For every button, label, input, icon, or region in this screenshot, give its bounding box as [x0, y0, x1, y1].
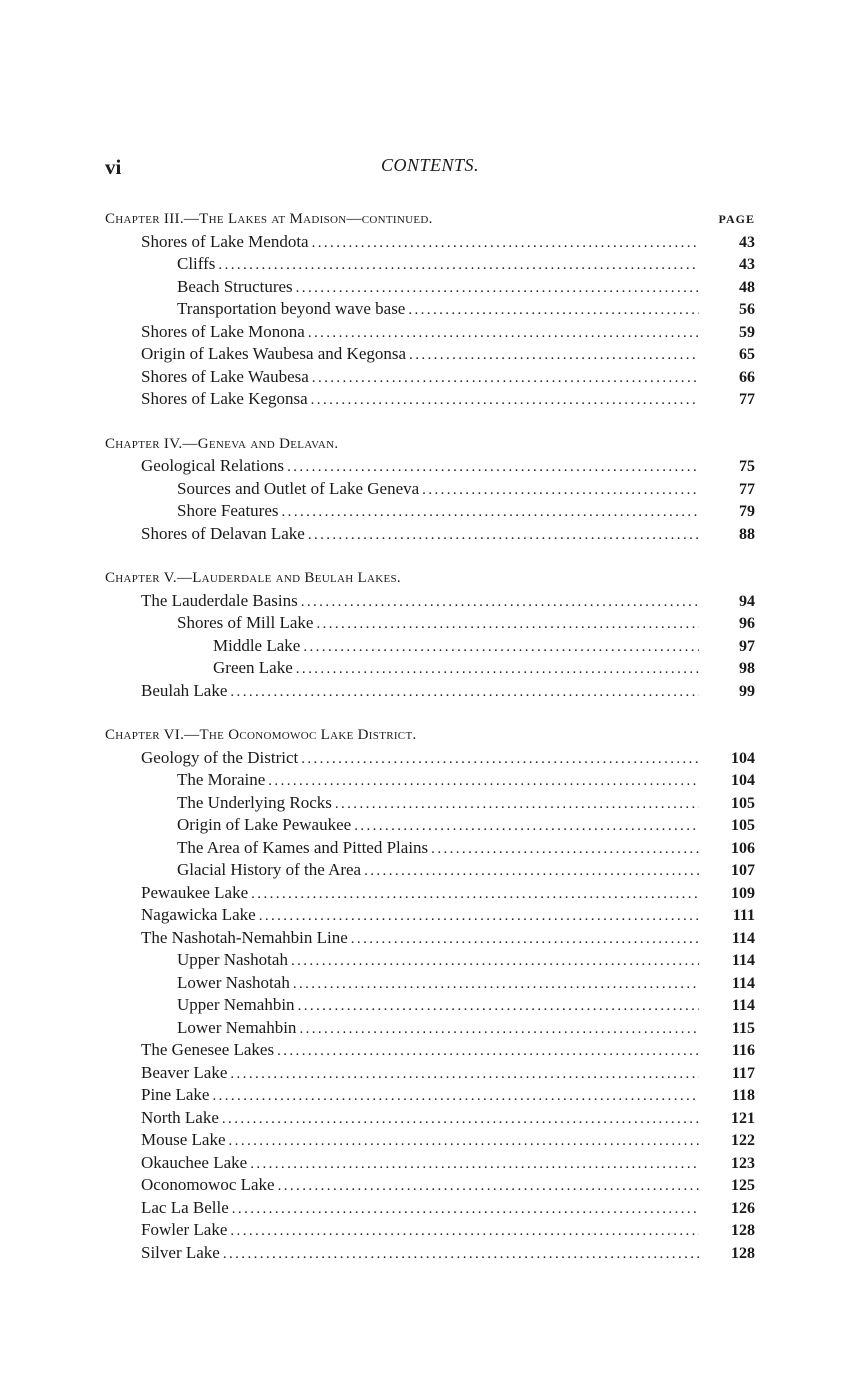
toc-entry — [105, 747, 755, 770]
dot-leader — [312, 232, 699, 255]
toc-entry — [105, 478, 755, 501]
dot-leader — [277, 1040, 699, 1063]
entry-title: The Nashotah-Nemahbin Line — [141, 927, 348, 947]
dot-leader — [431, 838, 699, 861]
page-number: vi — [105, 155, 122, 179]
entry-page-number: 56 — [739, 301, 755, 318]
toc-entry — [105, 1242, 755, 1265]
entry-page-number: 104 — [731, 772, 755, 789]
entry-title: Origin of Lake Pewaukee — [177, 815, 352, 834]
toc-entry — [105, 927, 755, 950]
entry-page-number: 109 — [731, 884, 755, 902]
dot-leader — [422, 479, 699, 502]
page-column-label: PAGE — [718, 212, 755, 226]
entry-title: Oconomowoc Lake — [141, 1175, 275, 1194]
entry-page-number: 66 — [739, 368, 755, 386]
entry-page-number: 121 — [731, 1109, 755, 1127]
toc-entry — [105, 814, 755, 837]
chapter-title: Chapter IV.—Geneva and Delavan. — [105, 435, 339, 452]
dot-leader — [230, 681, 699, 704]
dot-leader — [291, 950, 699, 973]
dot-leader — [212, 1085, 699, 1108]
toc-entry — [105, 523, 755, 546]
entry-page-number: 97 — [739, 637, 755, 655]
chapter-heading — [105, 724, 755, 747]
toc-entry — [105, 882, 755, 905]
entry-page-number: 43 — [739, 233, 755, 251]
dot-leader — [296, 658, 699, 681]
entry-title: Green Lake — [213, 658, 293, 677]
dot-leader — [301, 591, 699, 614]
entry-title: Nagawicka Lake — [141, 905, 256, 924]
toc-entry — [105, 366, 755, 389]
entry-page-number: 94 — [739, 592, 755, 610]
toc-entry — [105, 612, 755, 635]
entry-page-number: 117 — [731, 1064, 755, 1082]
entry-page-number: 104 — [731, 749, 755, 767]
entry-title: The Moraine — [177, 770, 266, 789]
entry-title: Shore Features — [177, 501, 279, 520]
chapter-heading — [105, 208, 755, 231]
toc-entry — [105, 972, 755, 995]
entry-title: Lower Nemahbin — [177, 1017, 297, 1037]
entry-title: Fowler Lake — [141, 1220, 228, 1239]
entry-page-number: 77 — [739, 391, 755, 408]
toc-entry — [105, 994, 755, 1017]
toc-entry — [105, 343, 755, 366]
entry-page-number: 126 — [731, 1199, 755, 1217]
dot-leader — [301, 748, 699, 771]
dot-leader — [293, 973, 699, 996]
entry-page-number: 43 — [739, 256, 755, 273]
toc-entry — [105, 1152, 755, 1175]
toc-entry — [105, 321, 755, 344]
dot-leader — [308, 524, 699, 547]
dot-leader — [278, 1175, 699, 1198]
page-header — [105, 155, 755, 181]
entry-page-number: 79 — [739, 503, 755, 520]
entry-page-number: 122 — [731, 1132, 755, 1149]
dot-leader — [282, 501, 699, 524]
entry-page-number: 123 — [731, 1154, 755, 1172]
entry-page-number: 59 — [739, 323, 755, 341]
entry-page-number: 105 — [731, 817, 755, 834]
toc-entry — [105, 859, 755, 882]
entry-title: Upper Nemahbin — [177, 995, 295, 1014]
entry-page-number: 105 — [731, 794, 755, 812]
toc-entry — [105, 276, 755, 299]
toc-entry — [105, 1174, 755, 1197]
dot-leader — [223, 1243, 699, 1266]
dot-leader — [218, 254, 699, 277]
dot-leader — [268, 770, 699, 793]
chapter-gap — [105, 545, 755, 567]
entry-title: North Lake — [141, 1107, 219, 1127]
dot-leader — [311, 389, 699, 412]
entry-page-number: 107 — [731, 862, 755, 879]
entry-page-number: 114 — [731, 997, 755, 1014]
entry-title: The Lauderdale Basins — [141, 590, 298, 610]
entry-page-number: 98 — [739, 660, 755, 677]
toc-entry — [105, 1062, 755, 1085]
dot-leader — [250, 1153, 699, 1176]
entry-title: Beach Structures — [177, 276, 293, 296]
entry-page-number: 115 — [731, 1019, 755, 1037]
entry-page-number: 111 — [732, 907, 755, 924]
toc-entry — [105, 837, 755, 860]
toc-entry — [105, 769, 755, 792]
entry-page-number: 96 — [739, 615, 755, 632]
entry-title: Lower Nashotah — [177, 972, 290, 992]
dot-leader — [354, 815, 699, 838]
entry-page-number: 77 — [739, 480, 755, 498]
toc-entry — [105, 590, 755, 613]
entry-page-number: 114 — [731, 952, 755, 969]
toc-entry — [105, 904, 755, 927]
entry-page-number: 106 — [731, 839, 755, 857]
chapter-title: Chapter V.—Lauderdale and Beulah Lakes. — [105, 570, 401, 586]
dot-leader — [222, 1108, 699, 1131]
entry-title: Geology of the District — [141, 747, 299, 767]
entry-title: Glacial History of the Area — [177, 860, 362, 879]
toc-entry — [105, 1197, 755, 1220]
chapter-gap — [105, 411, 755, 433]
dot-leader — [296, 277, 699, 300]
entry-page-number: 128 — [731, 1222, 755, 1239]
dot-leader — [335, 793, 699, 816]
entry-title: Sources and Outlet of Lake Geneva — [177, 478, 420, 498]
entry-page-number: 114 — [731, 929, 755, 947]
entry-page-number: 99 — [739, 682, 755, 700]
entry-title: Mouse Lake — [141, 1130, 226, 1149]
entry-page-number: 118 — [731, 1087, 755, 1104]
entry-title: Upper Nashotah — [177, 950, 288, 969]
entry-page-number: 114 — [731, 974, 755, 992]
entry-title: Transportation beyond wave base — [177, 299, 406, 318]
dot-leader — [351, 928, 699, 951]
chapter-heading — [105, 433, 755, 456]
toc-entry — [105, 455, 755, 478]
entry-title: The Area of Kames and Pitted Plains — [177, 837, 429, 857]
dot-leader — [230, 1220, 699, 1243]
entry-title: Lac La Belle — [141, 1197, 229, 1217]
dot-leader — [303, 636, 699, 659]
entry-title: Beulah Lake — [141, 680, 228, 700]
toc-entry — [105, 388, 755, 411]
entry-page-number: 48 — [739, 278, 755, 296]
entry-title: Silver Lake — [141, 1242, 220, 1262]
dot-leader — [312, 367, 699, 390]
chapter-heading — [105, 567, 755, 590]
chapter-title: Chapter III.—The Lakes at Madison—continued. — [105, 211, 433, 227]
entry-title: Middle Lake — [213, 635, 301, 655]
toc-entry — [105, 792, 755, 815]
entry-title: Shores of Lake Mendota — [141, 231, 309, 251]
entry-page-number: 125 — [731, 1177, 755, 1194]
dot-leader — [308, 322, 699, 345]
entry-title: Pewaukee Lake — [141, 882, 249, 902]
toc-entry — [105, 253, 755, 276]
entry-title: Origin of Lakes Waubesa and Kegonsa — [141, 344, 407, 363]
chapter-title: Chapter VI.—The Oconomowoc Lake District. — [105, 727, 417, 743]
toc-entry — [105, 1107, 755, 1130]
table-of-contents — [105, 208, 755, 1264]
toc-entry — [105, 635, 755, 658]
entry-title: Shores of Delavan Lake — [141, 523, 305, 543]
entry-title: Okauchee Lake — [141, 1152, 248, 1172]
entry-title: Shores of Lake Monona — [141, 321, 305, 341]
chapter-gap — [105, 702, 755, 724]
entry-title: Geological Relations — [141, 456, 285, 475]
dot-leader — [316, 613, 699, 636]
toc-entry — [105, 1084, 755, 1107]
entry-page-number: 88 — [739, 525, 755, 543]
entry-page-number: 116 — [731, 1042, 755, 1059]
toc-entry — [105, 657, 755, 680]
entry-page-number: 128 — [731, 1244, 755, 1262]
toc-entry — [105, 680, 755, 703]
entry-title: The Underlying Rocks — [177, 792, 332, 812]
entry-title: The Genesee Lakes — [141, 1040, 275, 1059]
toc-entry — [105, 1129, 755, 1152]
dot-leader — [287, 456, 699, 479]
entry-title: Shores of Lake Kegonsa — [141, 389, 308, 408]
entry-title: Shores of Mill Lake — [177, 613, 314, 632]
entry-title: Shores of Lake Waubesa — [141, 366, 309, 386]
dot-leader — [259, 905, 699, 928]
dot-leader — [230, 1063, 699, 1086]
dot-leader — [364, 860, 699, 883]
toc-entry — [105, 298, 755, 321]
dot-leader — [229, 1130, 699, 1153]
dot-leader — [408, 299, 699, 322]
dot-leader — [299, 1018, 699, 1041]
entry-page-number: 75 — [739, 458, 755, 475]
dot-leader — [298, 995, 699, 1018]
running-title: CONTENTS. — [380, 155, 480, 175]
entry-page-number: 65 — [739, 346, 755, 363]
dot-leader — [251, 883, 699, 906]
toc-entry — [105, 1219, 755, 1242]
entry-title: Cliffs — [177, 254, 216, 273]
toc-entry — [105, 1017, 755, 1040]
toc-entry — [105, 500, 755, 523]
toc-entry — [105, 1039, 755, 1062]
dot-leader — [232, 1198, 699, 1221]
dot-leader — [409, 344, 699, 367]
toc-entry — [105, 231, 755, 254]
toc-entry — [105, 949, 755, 972]
entry-title: Beaver Lake — [141, 1062, 228, 1082]
entry-title: Pine Lake — [141, 1085, 210, 1104]
